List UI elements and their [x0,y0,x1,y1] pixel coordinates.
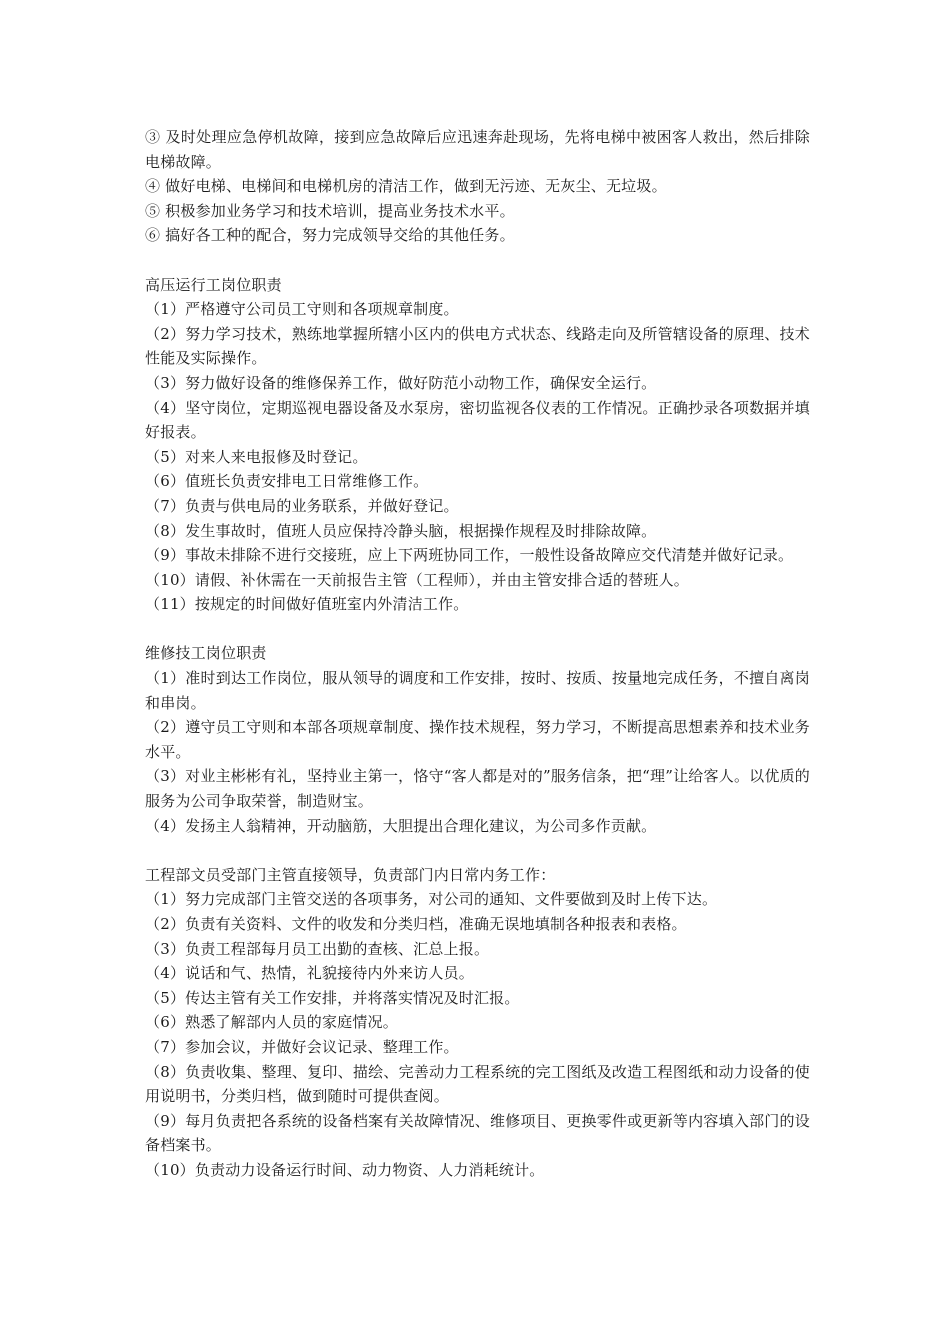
paragraph: （5）传达主管有关工作安排，并将落实情况及时汇报。 [145,988,520,1007]
paragraph: ⑥ 搞好各工种的配合，努力完成领导交给的其他任务。 [145,226,515,245]
paragraph: （7）负责与供电局的业务联系，并做好登记。 [145,496,459,515]
paragraph: （3）对业主彬彬有礼，坚持业主第一，恪守“客人都是对的”服务信条，把“理”让给客人。以优质的服务为公司争取荣誉，制造财宝。 [145,767,810,811]
paragraph: （7）参加会议，并做好会议记录、整理工作。 [145,1037,459,1056]
paragraph: （2）努力学习技术，熟练地掌握所辖小区内的供电方式状态、线路走向及所管辖设备的原理、技术性能及实际操作。 [145,324,810,368]
paragraph: ⑤ 积极参加业务学习和技术培训，提高业务技术水平。 [145,201,515,220]
paragraph: （1）准时到达工作岗位，服从领导的调度和工作安排，按时、按质、按量地完成任务，不擅自离岗和串岗。 [145,669,810,712]
section-title: 工程部文员受部门主管直接领导，负责部门内日常内务工作： [145,865,556,884]
section-gap [145,617,810,642]
paragraph: （4）说话和气、热情，礼貌接待内外来访人员。 [145,964,474,983]
paragraph: （1）努力完成部门主管交送的各项事务，对公司的通知、文件要做到及时上传下达。 [145,890,718,909]
paragraph: （3）负责工程部每月员工出勤的查核、汇总上报。 [145,939,490,958]
paragraph: （4）发扬主人翁精神，开动脑筋，大胆提出合理化建议，为公司多作贡献。 [145,816,657,835]
section-title: 维修技工岗位职责 [145,644,267,663]
paragraph: （11）按规定的时间做好值班室内外清洁工作。 [145,595,469,614]
paragraph: （3）努力做好设备的维修保养工作，做好防范小动物工作，确保安全运行。 [145,373,657,392]
section-title: 高压运行工岗位职责 [145,275,282,294]
paragraph: （8）发生事故时，值班人员应保持冷静头脑，根据操作规程及时排除故障。 [145,521,657,540]
paragraph: （6）熟悉了解部内人员的家庭情况。 [145,1013,398,1032]
paragraph: （2）遵守员工守则和本部各项规章制度、操作技术规程，努力学习，不断提高思想素养和技术业务水平。 [145,718,810,761]
paragraph: （6）值班长负责安排电工日常维修工作。 [145,472,429,491]
paragraph: （2）负责有关资料、文件的收发和分类归档，准确无误地填制各种报表和表格。 [145,915,687,933]
paragraph: （4）坚守岗位，定期巡视电器设备及水泵房，密切监视各仪表的工作情况。正确抄录各项数据并填好报表。 [145,398,810,442]
document-body [145,125,810,1183]
paragraph: （10）负责动力设备运行时间、动力物资、人力消耗统计。 [145,1160,545,1179]
paragraph: ④ 做好电梯、电梯间和电梯机房的清洁工作，做到无污迹、无灰尘、无垃圾。 [145,177,667,196]
section-gap [145,838,810,863]
paragraph: （1）严格遵守公司员工守则和各项规章制度。 [145,300,459,319]
paragraph: （5）对来人来电报修及时登记。 [145,447,368,466]
paragraph: （8）负责收集、整理、复印、描绘、完善动力工程系统的完工图纸及改造工程图纸和动力设备的使用说明书，分类归档，做到随时可提供查阅。 [145,1062,810,1106]
paragraph: （10）请假、补休需在一天前报告主管（工程师），并由主管安排合适的替班人。 [145,570,689,589]
paragraph: ③ 及时处理应急停机故障，接到应急故障后应迅速奔赴现场，先将电梯中被困客人救出，然后排除电梯故障。 [145,128,810,171]
paragraph: （9）事故未排除不进行交接班，应上下两班协同工作，一般性设备故障应交代清楚并做好记录。 [145,546,794,565]
paragraph: （9）每月负责把各系统的设备档案有关故障情况、维修项目、更换零件或更新等内容填入部门的设备档案书。 [145,1111,810,1155]
section-gap [145,248,810,273]
